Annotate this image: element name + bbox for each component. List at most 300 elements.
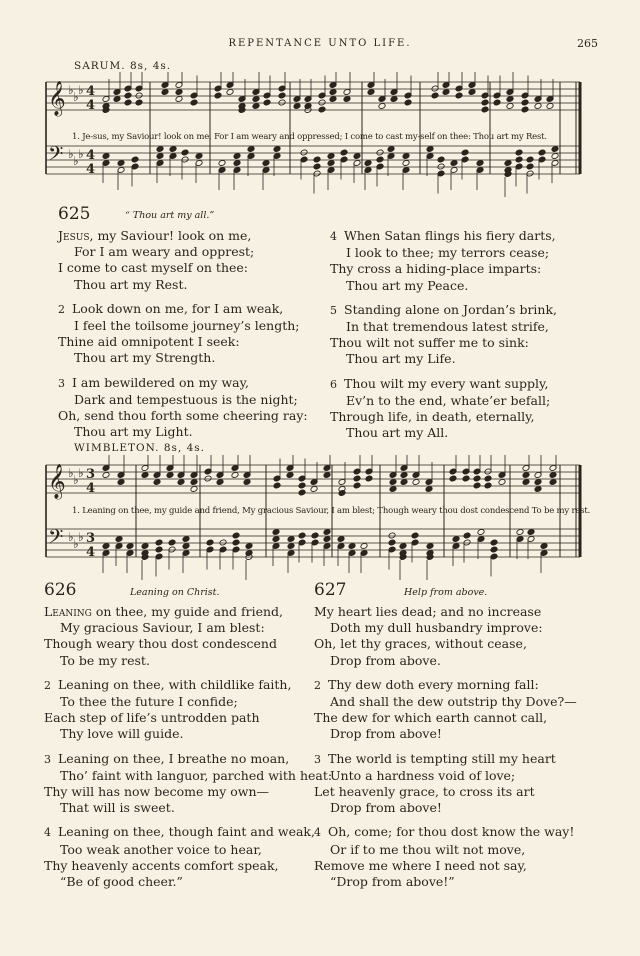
note-head xyxy=(442,89,450,96)
note-head xyxy=(515,149,523,156)
note-head xyxy=(534,486,542,493)
note-head xyxy=(141,472,149,479)
verse-text: The world is tempting still my heart xyxy=(328,750,556,766)
verse-text: That will is sweet. xyxy=(60,800,175,816)
flat-icon: ♭ xyxy=(68,147,74,161)
note-head xyxy=(278,92,286,99)
verse-text: Through life, in death, eternally, xyxy=(330,409,535,425)
verse-text: Drop from above! xyxy=(330,800,442,816)
verse-text: Oh, send thou forth some cheering ray: xyxy=(58,408,308,424)
verse-line xyxy=(330,335,557,351)
note-head xyxy=(515,156,523,163)
note-head xyxy=(298,532,306,539)
verse-text: Standing alone on Jordan’s brink, xyxy=(344,301,558,317)
verse-text: In that tremendous latest strife, xyxy=(346,319,549,335)
time-signature-icon: 3 xyxy=(86,467,96,482)
note-head xyxy=(484,475,492,482)
note-head xyxy=(367,89,375,96)
note-head xyxy=(400,479,408,486)
stanza xyxy=(58,301,308,367)
verse-text: For I am weary and opprest; xyxy=(74,244,255,260)
note-head xyxy=(214,92,222,99)
time-signature-icon: 3 xyxy=(86,531,96,546)
note-head xyxy=(161,89,169,96)
note-head xyxy=(404,99,412,106)
verse-text: Thou art my Strength. xyxy=(74,350,216,366)
note-head xyxy=(313,163,321,170)
note-head xyxy=(526,156,534,163)
note-head xyxy=(247,146,255,153)
time-signature-icon: 4 xyxy=(86,98,96,113)
verse-text: my Saviour! look on me, xyxy=(93,228,252,243)
note-head xyxy=(252,96,260,103)
stanza-number: 2 xyxy=(44,678,51,692)
verse-line xyxy=(58,375,308,392)
verse-text: Ev’n to the end, whate’er befall; xyxy=(346,392,551,408)
stanza xyxy=(314,604,577,669)
verse-text: Oh, come; for thou dost know the way! xyxy=(328,824,575,840)
score-drawing xyxy=(40,455,591,590)
time-signature-icon: 4 xyxy=(86,545,96,560)
note-head xyxy=(481,106,489,113)
note-head xyxy=(286,472,294,479)
stanza-number: 5 xyxy=(330,303,337,317)
hymn-number-625: 625 xyxy=(58,204,91,224)
note-head xyxy=(481,99,489,106)
running-head: REPENTANCE UNTO LIFE. xyxy=(228,38,412,49)
verse-text: Oh, let thy graces, without cease, xyxy=(314,636,527,652)
verse-line xyxy=(44,784,332,800)
verse-text: Look down on me, for I am weak, xyxy=(72,300,284,316)
note-head xyxy=(450,160,458,167)
flat-icon: ♭ xyxy=(73,473,79,487)
verse-line xyxy=(58,244,308,260)
note-head xyxy=(329,96,337,103)
verse-line xyxy=(58,408,308,424)
page-number: 265 xyxy=(577,37,598,50)
note-head xyxy=(455,92,463,99)
stanza xyxy=(330,228,557,294)
note-head xyxy=(141,543,149,550)
note-head xyxy=(452,536,460,543)
note-head xyxy=(156,146,164,153)
verse-line xyxy=(44,800,332,816)
verse-text: My gracious Saviour, I am blest: xyxy=(60,620,265,636)
verse-line xyxy=(44,768,332,784)
verse-text: on thee, my guide and friend, xyxy=(91,604,284,619)
note-head xyxy=(102,153,110,160)
hymn-number-627: 627 xyxy=(314,580,347,600)
music-score-wimbleton xyxy=(40,455,591,595)
note-head xyxy=(190,99,198,106)
note-head xyxy=(131,156,139,163)
note-head xyxy=(226,89,234,96)
flat-icon: ♭ xyxy=(68,466,74,480)
note-head xyxy=(206,539,214,546)
time-signature-icon: 4 xyxy=(86,162,96,177)
note-head xyxy=(521,99,529,106)
note-head xyxy=(156,153,164,160)
verse-line xyxy=(314,653,577,669)
stanza xyxy=(330,376,557,442)
note-head xyxy=(340,149,348,156)
verse-line xyxy=(44,620,332,636)
stanza xyxy=(314,751,577,817)
note-head xyxy=(468,89,476,96)
note-head xyxy=(522,472,530,479)
hymn-625-right-column xyxy=(330,228,557,449)
note-head xyxy=(353,475,361,482)
verse-line xyxy=(58,318,308,334)
note-head xyxy=(390,96,398,103)
note-head xyxy=(522,479,530,486)
verse-line xyxy=(44,874,332,890)
note-head xyxy=(353,153,361,160)
flat-icon: ♭ xyxy=(78,466,84,480)
verse-text: Thou art my Life. xyxy=(346,351,456,367)
stanza xyxy=(330,302,557,368)
stanza xyxy=(314,824,577,890)
note-head xyxy=(218,160,226,167)
verse-line xyxy=(58,334,308,350)
note-head xyxy=(546,103,554,110)
note-head xyxy=(135,92,143,99)
verse-line xyxy=(314,858,577,874)
stanza-number: 4 xyxy=(330,230,337,243)
note-head xyxy=(262,160,270,167)
verse-text: Too weak another voice to hear, xyxy=(60,841,262,857)
note-head xyxy=(155,546,163,553)
stanza xyxy=(58,375,308,441)
verse-line xyxy=(314,636,577,652)
note-head xyxy=(233,153,241,160)
verse-line xyxy=(58,228,308,244)
verse-text: Tho’ faint with languor, parched with heat: xyxy=(60,767,333,783)
verse-line xyxy=(314,604,577,620)
verse-text: Thou art my Peace. xyxy=(346,277,469,293)
note-head xyxy=(232,532,240,539)
flat-icon: ♭ xyxy=(68,530,74,544)
verse-line xyxy=(58,260,308,276)
verse-text: Thy cross a hiding-place imparts: xyxy=(330,261,542,277)
note-head xyxy=(287,536,295,543)
time-signature-icon: 4 xyxy=(86,481,96,496)
stanza xyxy=(44,604,332,669)
note-head xyxy=(327,153,335,160)
verse-text: Unto a hardness void of love; xyxy=(330,767,516,783)
note-head xyxy=(521,106,529,113)
tune-lyric-sarum: 1. Je-sus, my Saviour! look on me, For I am weary and oppressed; I come to cast my-self on thee: Thou art my Rest. xyxy=(72,132,547,142)
note-head xyxy=(516,529,524,536)
verse-text: Though weary thou dost condescend xyxy=(44,636,277,652)
verse-line xyxy=(58,350,308,366)
note-head xyxy=(245,543,253,550)
note-head xyxy=(549,479,557,486)
note-head xyxy=(426,146,434,153)
note-head xyxy=(318,106,326,113)
note-head xyxy=(426,543,434,550)
verse-line xyxy=(330,393,557,409)
note-head xyxy=(169,146,177,153)
verse-line xyxy=(44,842,332,858)
stanza-number: 3 xyxy=(314,752,321,766)
flat-icon: ♭ xyxy=(73,90,79,104)
verse-line xyxy=(330,245,557,261)
note-head xyxy=(490,546,498,553)
note-head xyxy=(195,153,203,160)
verse-text: Each step of life’s untrodden path xyxy=(44,710,260,726)
note-head xyxy=(506,103,514,110)
note-head xyxy=(402,160,410,167)
hymn-number-626: 626 xyxy=(44,580,77,600)
verse-text: Let heavenly grace, to cross its art xyxy=(314,784,535,800)
stanza xyxy=(44,677,332,743)
note-head xyxy=(484,482,492,489)
hymn-caption-626: Leaning on Christ. xyxy=(130,587,220,598)
note-head xyxy=(526,163,534,170)
verse-line xyxy=(314,677,577,694)
note-head xyxy=(102,472,110,479)
verse-line xyxy=(330,409,557,425)
note-head xyxy=(388,539,396,546)
note-head xyxy=(343,96,351,103)
note-head xyxy=(387,146,395,153)
note-head xyxy=(431,92,439,99)
note-head xyxy=(310,486,318,493)
note-head xyxy=(437,163,445,170)
note-head xyxy=(411,532,419,539)
note-head xyxy=(477,529,485,536)
verse-text: To be my rest. xyxy=(60,652,150,668)
bass-clef-icon: 𝄢 xyxy=(48,525,64,553)
note-head xyxy=(175,96,183,103)
treble-clef-icon: 𝄞 xyxy=(48,464,66,499)
verse-text: I am bewildered on my way, xyxy=(72,374,249,390)
note-head xyxy=(437,156,445,163)
first-word: Jesus, xyxy=(58,228,94,243)
stanza-number: 2 xyxy=(314,678,321,692)
verse-line xyxy=(44,653,332,669)
note-head xyxy=(135,99,143,106)
note-head xyxy=(216,479,224,486)
note-head xyxy=(402,153,410,160)
verse-line xyxy=(330,319,557,335)
verse-line xyxy=(58,424,308,440)
verse-text: Thou wilt my every want supply, xyxy=(344,375,549,391)
verse-line xyxy=(44,726,332,742)
treble-clef-icon: 𝄞 xyxy=(48,81,66,116)
stanza-number: 4 xyxy=(44,826,51,840)
note-head xyxy=(463,532,471,539)
hymn-627-column xyxy=(314,604,577,898)
note-head xyxy=(190,479,198,486)
note-head xyxy=(388,532,396,539)
verse-text: I come to cast myself on thee: xyxy=(58,260,249,276)
verse-line xyxy=(330,278,557,294)
note-head xyxy=(155,539,163,546)
note-head xyxy=(329,89,337,96)
verse-line xyxy=(44,824,332,841)
note-head xyxy=(181,149,189,156)
flat-icon: ♭ xyxy=(78,147,84,161)
tune-title-wimbleton: WIMBLETON. 8s, 4s. xyxy=(74,442,205,454)
note-head xyxy=(389,486,397,493)
verse-line xyxy=(314,620,577,636)
note-head xyxy=(376,156,384,163)
verse-text: Thy dew doth every morning fall: xyxy=(328,676,539,692)
verse-text: Thy love will guide. xyxy=(60,726,184,742)
note-head xyxy=(273,482,281,489)
hymn-626-column xyxy=(44,604,332,898)
note-head xyxy=(231,472,239,479)
note-head xyxy=(389,479,397,486)
verse-line xyxy=(314,694,577,710)
note-head xyxy=(476,160,484,167)
verse-line xyxy=(330,425,557,441)
verse-line xyxy=(44,694,332,710)
note-head xyxy=(273,146,281,153)
note-head xyxy=(323,536,331,543)
verse-text: And shall the dew outstrip thy Dove?— xyxy=(330,694,577,710)
verse-text: Remove me where I need not say, xyxy=(314,857,527,873)
note-head xyxy=(399,543,407,550)
note-head xyxy=(337,536,345,543)
note-head xyxy=(115,536,123,543)
note-head xyxy=(506,96,514,103)
verse-line xyxy=(314,824,577,841)
note-head xyxy=(117,160,125,167)
hymn-caption-627: Help from above. xyxy=(404,587,488,598)
note-head xyxy=(126,543,134,550)
hymn-625-left-column xyxy=(58,228,308,448)
note-head xyxy=(311,532,319,539)
flat-icon: ♭ xyxy=(78,83,84,97)
note-head xyxy=(204,475,212,482)
verse-text: Drop from above. xyxy=(330,652,441,668)
verse-line xyxy=(314,751,577,768)
note-head xyxy=(323,472,331,479)
note-head xyxy=(365,475,373,482)
note-head xyxy=(272,529,280,536)
stanza xyxy=(58,228,308,293)
note-head xyxy=(323,529,331,536)
stanza-number: 3 xyxy=(58,376,65,390)
verse-text: Thou art my Light. xyxy=(74,424,193,440)
note-head xyxy=(219,539,227,546)
note-head xyxy=(400,472,408,479)
note-head xyxy=(378,103,386,110)
note-head xyxy=(364,160,372,167)
verse-line xyxy=(314,842,577,858)
verse-text: “Drop from above!” xyxy=(330,874,455,890)
note-head xyxy=(462,475,470,482)
verse-text: I feel the toilsome journey’s length; xyxy=(74,318,300,334)
tune-lyric-wimbleton: 1. Leaning on thee, my guide and friend, My gracious Saviour, I am blest; Though weary thou dost condescend To be my rest. xyxy=(72,506,591,516)
note-head xyxy=(272,536,280,543)
note-head xyxy=(293,103,301,110)
verse-line xyxy=(314,710,577,726)
verse-text: Thy will has now become my own— xyxy=(44,784,270,800)
note-head xyxy=(360,543,368,550)
stanza xyxy=(44,824,332,890)
note-head xyxy=(232,539,240,546)
verse-line xyxy=(314,874,577,890)
verse-text: “Be of good cheer.” xyxy=(60,874,183,890)
note-head xyxy=(102,543,110,550)
time-signature-icon: 4 xyxy=(86,148,96,163)
verse-line xyxy=(58,277,308,293)
note-head xyxy=(177,479,185,486)
note-head xyxy=(473,475,481,482)
verse-text: Or if to me thou wilt not move, xyxy=(330,841,526,857)
verse-text: Thy heavenly accents comfort speak, xyxy=(44,857,279,873)
note-head xyxy=(425,486,433,493)
verse-line xyxy=(44,677,332,694)
note-head xyxy=(538,149,546,156)
flat-icon: ♭ xyxy=(73,154,79,168)
note-head xyxy=(190,486,198,493)
verse-line xyxy=(314,800,577,816)
flat-icon: ♭ xyxy=(73,537,79,551)
stanza xyxy=(314,677,577,743)
flat-icon: ♭ xyxy=(68,83,74,97)
note-head xyxy=(498,479,506,486)
verse-text: Thine aid omnipotent I seek: xyxy=(58,334,240,350)
stanza-number: 4 xyxy=(314,826,321,840)
note-head xyxy=(113,96,121,103)
note-head xyxy=(300,149,308,156)
verse-line xyxy=(330,261,557,277)
note-head xyxy=(348,543,356,550)
note-head xyxy=(549,472,557,479)
note-head xyxy=(287,543,295,550)
note-head xyxy=(153,479,161,486)
note-head xyxy=(504,160,512,167)
verse-text: Thou art my Rest. xyxy=(74,276,188,292)
verse-text: When Satan flings his fiery darts, xyxy=(344,228,556,243)
note-head xyxy=(461,149,469,156)
flat-icon: ♭ xyxy=(78,530,84,544)
note-head xyxy=(124,99,132,106)
note-head xyxy=(449,475,457,482)
verse-text: Doth my dull husbandry improve: xyxy=(330,620,543,636)
stanza-number: 3 xyxy=(44,752,51,766)
verse-line xyxy=(314,768,577,784)
verse-line xyxy=(44,604,332,620)
note-head xyxy=(318,99,326,106)
note-head xyxy=(534,103,542,110)
note-head xyxy=(175,89,183,96)
note-head xyxy=(182,543,190,550)
stanza-number: 6 xyxy=(330,377,337,391)
note-head xyxy=(376,149,384,156)
verse-line xyxy=(44,636,332,652)
note-head xyxy=(182,536,190,543)
note-head xyxy=(117,479,125,486)
verse-text: Drop from above! xyxy=(330,726,442,742)
note-head xyxy=(327,160,335,167)
verse-text: Leaning on thee, I breathe no moan, xyxy=(58,750,290,766)
note-head xyxy=(353,482,361,489)
note-head xyxy=(166,472,174,479)
time-signature-icon: 4 xyxy=(86,84,96,99)
note-head xyxy=(313,156,321,163)
note-head xyxy=(527,529,535,536)
note-head xyxy=(278,99,286,106)
note-head xyxy=(551,146,559,153)
verse-line xyxy=(314,726,577,742)
verse-text: My heart lies dead; and no increase xyxy=(314,604,542,619)
